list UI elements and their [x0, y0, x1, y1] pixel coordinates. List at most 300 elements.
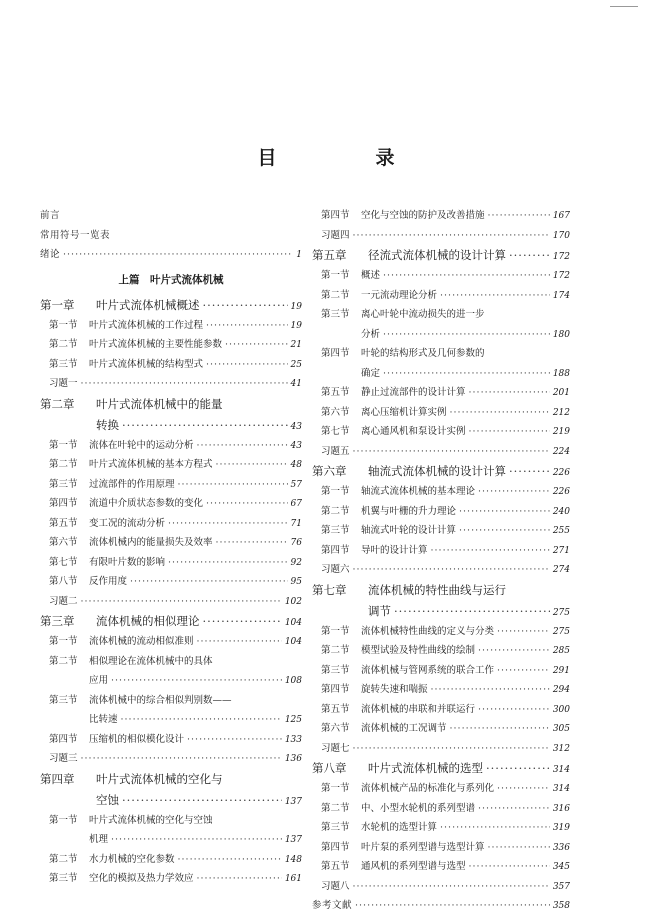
toc-entry-title: 导叶的设计计算: [361, 544, 428, 556]
toc-entry-front[interactable]: [312, 896, 570, 916]
toc-entry-number: 第六节: [321, 406, 350, 418]
toc-page-number: 180: [552, 329, 570, 340]
toc-leader-dots: [353, 226, 550, 246]
toc-page-number: 188: [552, 368, 570, 379]
toc-entry-number: 第四节: [321, 210, 350, 221]
toc-page-number: 219: [552, 427, 570, 437]
toc-leader-dots: [216, 533, 288, 553]
toc-leader-dots: [63, 245, 293, 265]
toc-entry-section[interactable]: [40, 850, 302, 870]
toc-entry-section[interactable]: [312, 266, 570, 286]
toc-entry-chapter[interactable]: [312, 758, 570, 779]
toc-entry-chapter-cont[interactable]: [40, 415, 302, 436]
toc-entry-title: 转换: [96, 417, 119, 432]
toc-entry-title: 空蚀: [96, 792, 119, 807]
toc-entry-title: 调节: [368, 603, 391, 618]
toc-page-number: 136: [284, 754, 302, 764]
toc-entry-title: 习题一: [49, 378, 78, 389]
toc-entry-number: 第四节: [321, 684, 350, 695]
toc-page-number: 92: [290, 557, 302, 568]
toc-leader-dots: [111, 671, 282, 691]
toc-page-number: 161: [284, 874, 302, 884]
toc-entry-exercise[interactable]: [312, 739, 570, 759]
toc-entry-title: 流体机械内的能量损失及效率: [89, 537, 213, 548]
toc-page-number: 104: [284, 637, 302, 647]
toc-leader-dots: [168, 514, 288, 534]
toc-leader-dots: [81, 592, 282, 612]
page-title: 目 录: [257, 147, 435, 169]
toc-page-number: 275: [552, 626, 570, 637]
toc-leader-dots: [353, 877, 550, 897]
toc-entry-number: 第二节: [321, 802, 350, 814]
toc-entry-number: 第五节: [321, 861, 350, 872]
toc-entry-title: 流体机械中的综合相似判别数——: [89, 694, 232, 706]
toc-entry-number: 第一章: [40, 297, 75, 312]
toc-leader-dots: [440, 818, 550, 838]
toc-leader-dots: [353, 739, 550, 759]
toc-entry-title: 叶片式流体机械的空化与空蚀: [89, 814, 213, 826]
toc-leader-dots: [168, 553, 288, 573]
toc-entry-section[interactable]: [312, 344, 570, 364]
toc-leader-dots: [122, 415, 288, 436]
toc-entry-number: 第二节: [321, 645, 350, 656]
toc-entry-section[interactable]: [40, 494, 302, 514]
toc-entry-title: 水轮机的选型计算: [361, 822, 438, 833]
toc-entry-number: 第四节: [321, 841, 350, 853]
toc-page-number: 133: [284, 734, 302, 745]
toc-entry-title: 流体机械的流动相似准则: [89, 636, 194, 647]
toc-entry-title: 流体机械的特性曲线与运行: [368, 582, 506, 597]
toc-entry-section[interactable]: [312, 719, 570, 739]
toc-page-number: 201: [552, 388, 570, 398]
toc-entry-exercise[interactable]: [312, 560, 570, 580]
toc-entry-number: 第一节: [49, 319, 78, 331]
toc-entry-section[interactable]: [312, 541, 570, 561]
toc-entry-section[interactable]: [312, 206, 570, 226]
toc-entry-title: 离心压缩机计算实例: [361, 406, 447, 418]
toc-entry-chapter[interactable]: [312, 461, 570, 482]
toc-entry-number: 第六节: [321, 723, 350, 734]
toc-page-number: 67: [290, 499, 302, 509]
toc-entry-section[interactable]: [312, 482, 570, 502]
toc-entry-section[interactable]: [40, 691, 302, 711]
toc-entry-number: 第二章: [40, 396, 75, 411]
toc-entry-section[interactable]: [312, 700, 570, 720]
toc-entry-section[interactable]: [312, 818, 570, 838]
toc-entry-number: 第三节: [321, 664, 350, 676]
toc-page-number: 125: [284, 715, 302, 725]
toc-entry-section[interactable]: [40, 811, 302, 831]
toc-leader-dots: [488, 838, 550, 858]
toc-entry-title: 上篇 叶片式流体机械: [118, 273, 224, 286]
toc-page-number: 314: [552, 765, 570, 775]
toc-entry-title: 水力机械的空化参数: [89, 853, 175, 865]
toc-entry-number: 第三节: [49, 873, 78, 884]
toc-entry-title: 流体在叶轮中的运动分析: [89, 439, 194, 451]
toc-leader-dots: [206, 316, 288, 336]
toc-leader-dots: [469, 857, 550, 877]
toc-entry-number: 第一节: [49, 814, 78, 826]
toc-entry-title: 通风机的系列型谱与选型: [361, 861, 466, 872]
toc-entry-exercise[interactable]: [40, 592, 302, 612]
toc-entry-section[interactable]: [40, 632, 302, 652]
toc-entry-section[interactable]: [40, 533, 302, 553]
toc-page-number: 285: [552, 646, 570, 656]
toc-leader-dots: [383, 266, 550, 286]
corner-scan-mark: [610, 6, 638, 8]
toc-page-number: 305: [552, 724, 570, 734]
toc-entry-title: 确定: [361, 367, 381, 379]
toc-page-number: 275: [552, 607, 570, 618]
toc-entry-title: 离心叶轮中流动损失的进一步: [361, 309, 485, 320]
toc-page-number: 240: [552, 506, 570, 517]
toc-page-number: 224: [552, 446, 570, 457]
toc-page-number: 137: [284, 835, 302, 845]
toc-leader-dots: [459, 502, 550, 522]
toc-entry-title: 流体机械的相似理论: [96, 614, 200, 628]
toc-entry-section[interactable]: [40, 572, 302, 592]
toc-page-number: 76: [290, 538, 302, 548]
toc-entry-title: 一元流动理论分析: [361, 289, 438, 301]
toc-entry-title: 流体机械的串联和并联运行: [361, 703, 476, 715]
toc-page-number: 336: [552, 842, 570, 853]
toc-leader-dots: [121, 710, 282, 730]
toc-page-number: 172: [552, 252, 570, 262]
toc-leader-dots: [497, 661, 550, 681]
toc-entry-chapter-cont[interactable]: [312, 601, 570, 622]
toc-page-number: 48: [290, 460, 302, 470]
toc-entry-title: 叶片式流体机械的主要性能参数: [89, 339, 223, 350]
toc-entry-title: 习题三: [49, 753, 78, 764]
toc-entry-number: 第三节: [321, 822, 350, 833]
toc-entry-cont[interactable]: [312, 364, 570, 384]
toc-page-number: 19: [290, 301, 302, 312]
toc-entry-title: 常用符号一览表: [40, 229, 111, 241]
toc-entry-section[interactable]: [312, 680, 570, 700]
toc-leader-dots: [509, 461, 550, 482]
toc-leader-dots: [130, 572, 288, 592]
toc-entry-title: 叶片式流体机械概述: [96, 297, 200, 312]
toc-page-number: 102: [284, 596, 302, 607]
toc-leader-dots: [203, 295, 288, 316]
toc-entry-number: 第五章: [312, 248, 347, 262]
toc-leader-dots: [450, 403, 550, 423]
toc-page-number: 170: [552, 230, 570, 241]
toc-entry-exercise[interactable]: [40, 374, 302, 394]
toc-entry-section[interactable]: [40, 652, 302, 672]
toc-entry-title: 变工况的流动分析: [89, 517, 166, 529]
toc-entry-number: 第一节: [321, 486, 350, 497]
toc-leader-dots: [469, 383, 550, 403]
toc-entry-number: 第二节: [49, 853, 78, 865]
toc-page-number: 319: [552, 823, 570, 833]
toc-entry-title: 叶片式流体机械的空化与: [96, 771, 223, 786]
toc-entry-number: 第一节: [321, 625, 350, 637]
toc-entry-section[interactable]: [40, 553, 302, 573]
toc-entry-section[interactable]: [312, 857, 570, 877]
toc-entry-title: 相似理论在流体机械中的具体: [89, 655, 213, 667]
toc-entry-number: 第四节: [49, 733, 78, 745]
toc-leader-dots: [81, 749, 282, 769]
toc-leader-dots: [478, 482, 550, 502]
toc-leader-dots: [225, 335, 288, 355]
toc-entry-section[interactable]: [40, 475, 302, 495]
toc-entry-title: 径流式流体机械的设计计算: [368, 248, 506, 262]
toc-entry-title: 中、小型水轮机的系列型谱: [361, 802, 476, 814]
toc-entry-section[interactable]: [312, 779, 570, 799]
toc-entry-number: 第一节: [49, 636, 78, 647]
toc-leader-dots: [81, 374, 288, 394]
toc-leader-dots: [197, 632, 282, 652]
toc-page-number: 255: [552, 526, 570, 536]
toc-leader-dots: [509, 245, 550, 266]
toc-entry-title: 过流部件的作用原理: [89, 478, 175, 490]
toc-page-number: 316: [552, 803, 570, 814]
toc-entry-number: 第五节: [321, 387, 350, 398]
toc-entry-number: 第三章: [40, 614, 75, 628]
toc-entry-title: 轴流式流体机械的基本理论: [361, 486, 476, 497]
toc-entry-title: 习题七: [321, 742, 350, 754]
toc-entry-title: 概述: [361, 270, 381, 281]
toc-page-number: 167: [552, 211, 570, 221]
toc-entry-title: 机翼与叶栅的升力理论: [361, 505, 457, 517]
toc-entry-title: 轴流式叶轮的设计计算: [361, 525, 457, 536]
toc-entry-title: 叶片式流体机械的工作过程: [89, 319, 204, 331]
toc-entry-exercise[interactable]: [312, 442, 570, 462]
toc-leader-dots: [216, 455, 288, 475]
toc-page-number: 95: [290, 577, 302, 587]
toc-entry-section[interactable]: [312, 661, 570, 681]
toc-leader-dots: [178, 475, 288, 495]
toc-entry-chapter[interactable]: [40, 769, 302, 790]
toc-entry-number: 第四章: [40, 771, 75, 786]
toc-entry-section[interactable]: [40, 514, 302, 534]
toc-leader-dots: [478, 799, 550, 819]
toc-leader-dots: [497, 779, 550, 799]
toc-entry-number: 第五节: [49, 517, 78, 529]
toc-entry-title: 压缩机的相似模化设计: [89, 733, 185, 745]
toc-entry-number: 第七节: [49, 556, 78, 568]
toc-page-number: 226: [552, 468, 570, 478]
toc-entry-number: 第六章: [312, 464, 347, 478]
toc-leader-dots: [197, 436, 288, 456]
toc-entry-chapter-cont[interactable]: [40, 790, 302, 811]
toc-entry-section[interactable]: [40, 436, 302, 456]
toc-entry-title: 叶轮的结构形式及几何参数的: [361, 348, 485, 359]
toc-entry-number: 第五节: [321, 703, 350, 715]
toc-entry-section[interactable]: [312, 422, 570, 442]
toc-entry-section[interactable]: [312, 838, 570, 858]
toc-entry-number: 第三节: [49, 694, 78, 706]
toc-entry-title: 流体机械产品的标准化与系列化: [361, 783, 495, 794]
toc-entry-number: 第一节: [321, 270, 350, 281]
toc-entry-number: 第二节: [49, 459, 78, 470]
toc-entry-title: 习题八: [321, 880, 350, 892]
toc-page-number: 19: [290, 320, 302, 331]
toc-page-number: 274: [552, 565, 570, 575]
toc-entry-title: 模型试验及特性曲线的绘制: [361, 645, 476, 656]
toc-entry-title: 分析: [361, 328, 381, 340]
toc-entry-front[interactable]: [40, 206, 302, 226]
toc-page-number: 174: [552, 290, 570, 301]
toc-entry-title: 绪论: [40, 249, 61, 260]
toc-page-number: 271: [552, 545, 570, 556]
toc-page-number: 137: [284, 796, 302, 807]
toc-entry-section[interactable]: [312, 799, 570, 819]
toc-entry-cont[interactable]: [40, 830, 302, 850]
toc-entry-number: 第四节: [321, 544, 350, 556]
toc-entry-number: 第二节: [49, 339, 78, 350]
toc-leader-dots: [383, 325, 550, 345]
toc-entry-section[interactable]: [312, 622, 570, 642]
toc-entry-cont[interactable]: [312, 325, 570, 345]
toc-page-number: 226: [552, 487, 570, 497]
toc-entry-chapter[interactable]: [312, 580, 570, 601]
toc-leader-dots: [431, 680, 550, 700]
toc-entry-section[interactable]: [40, 455, 302, 475]
toc-entry-title: 空化与空蚀的防护及改善措施: [361, 210, 485, 221]
toc-page-number: 108: [284, 676, 302, 686]
toc-entry-exercise[interactable]: [312, 226, 570, 246]
toc-page-number: 291: [552, 665, 570, 676]
toc-page-number: 57: [290, 479, 302, 490]
toc-entry-title: 叶片式流体机械的选型: [368, 761, 483, 775]
toc-entry-title: 参考文献: [312, 900, 353, 911]
toc-entry-exercise[interactable]: [40, 749, 302, 769]
toc-entry-section[interactable]: [312, 502, 570, 522]
toc-right-column: [312, 206, 570, 916]
toc-entry-title: 习题二: [49, 595, 78, 607]
toc-entry-number: 第二节: [321, 505, 350, 517]
toc-page-number: 172: [552, 271, 570, 281]
toc-page-number: 1: [296, 250, 302, 260]
toc-entry-title: 反作用度: [89, 576, 128, 587]
toc-entry-section[interactable]: [312, 383, 570, 403]
toc-entry-number: 第八节: [49, 576, 78, 587]
toc-entry-number: 第三节: [321, 309, 350, 320]
toc-leader-dots: [111, 830, 282, 850]
toc-entry-chapter[interactable]: [40, 611, 302, 632]
toc-entry-chapter[interactable]: [40, 394, 302, 415]
toc-leader-dots: [187, 730, 282, 750]
toc-entry-section[interactable]: [40, 869, 302, 889]
toc-page-number: 212: [552, 407, 570, 418]
toc-entry-number: 第三节: [321, 525, 350, 536]
toc-leader-dots: [206, 494, 288, 514]
toc-leader-dots: [486, 758, 550, 779]
toc-entry-chapter[interactable]: [40, 295, 302, 316]
toc-entry-title: 叶片泵的系列型谱与选型计算: [361, 841, 485, 853]
toc-entry-title: 空化的模拟及热力学效应: [89, 873, 194, 884]
toc-page-number: 71: [290, 518, 302, 529]
toc-entry-cont[interactable]: [40, 710, 302, 730]
toc-page-number: 312: [552, 743, 570, 754]
toc-leader-dots: [355, 896, 550, 916]
toc-entry-title: 流体机械的工况调节: [361, 723, 447, 734]
toc-entry-section[interactable]: [312, 305, 570, 325]
toc-leader-dots: [450, 719, 550, 739]
toc-leader-dots: [394, 601, 550, 622]
toc-left-column: [40, 206, 302, 889]
toc-entry-cont[interactable]: [40, 671, 302, 691]
toc-leader-dots: [488, 206, 550, 226]
toc-entry-section[interactable]: [40, 730, 302, 750]
toc-leader-dots: [203, 611, 282, 632]
toc-entry-title: 旋转失速和喘振: [361, 684, 428, 695]
toc-page-number: 25: [290, 359, 302, 370]
toc-leader-dots: [478, 641, 550, 661]
toc-entry-section[interactable]: [312, 521, 570, 541]
toc-entry-number: 第二节: [321, 289, 350, 301]
toc-leader-dots: [478, 700, 550, 720]
toc-entry-front[interactable]: [40, 245, 302, 265]
toc-entry-title: 叶片式流体机械中的能量: [96, 396, 223, 411]
toc-entry-number: 第三节: [49, 478, 78, 490]
toc-entry-title: 静止过流部件的设计计算: [361, 387, 466, 398]
toc-entry-title: 前言: [40, 210, 61, 221]
toc-leader-dots: [469, 422, 550, 442]
toc-leader-dots: [383, 364, 550, 384]
toc-leader-dots: [497, 622, 550, 642]
toc-entry-section[interactable]: [40, 335, 302, 355]
toc-page-number: 300: [552, 704, 570, 715]
toc-page-number: 21: [290, 340, 302, 350]
toc-leader-dots: [353, 560, 550, 580]
toc-page-number: 294: [552, 685, 570, 695]
toc-page-number: 357: [552, 881, 570, 892]
toc-entry-title: 叶片式流体机械的结构型式: [89, 358, 204, 370]
toc-entry-front[interactable]: [40, 226, 302, 246]
toc-leader-dots: [178, 850, 282, 870]
toc-leader-dots: [440, 286, 550, 306]
toc-entry-number: 第四节: [49, 498, 78, 509]
toc-entry-title: 习题四: [321, 229, 350, 241]
toc-page-number: 43: [290, 440, 302, 451]
toc-entry-section[interactable]: [312, 641, 570, 661]
toc-entry-number: 第七章: [312, 582, 347, 597]
toc-page-number: 314: [552, 784, 570, 794]
toc-page-number: 148: [284, 854, 302, 865]
toc-page-number: 104: [284, 618, 302, 628]
toc-entry-section[interactable]: [312, 286, 570, 306]
toc-page-number: 358: [552, 901, 570, 911]
toc-page-number: 345: [552, 862, 570, 872]
toc-entry-chapter[interactable]: [312, 245, 570, 266]
toc-entry-title: 应用: [89, 675, 109, 686]
toc-entry-number: 第八章: [312, 761, 347, 775]
toc-entry-number: 第六节: [49, 537, 78, 548]
toc-entry-title: 离心通风机和泵设计实例: [361, 426, 466, 437]
toc-entry-title: 轴流式流体机械的设计计算: [368, 464, 506, 478]
toc-entry-title: 习题五: [321, 445, 350, 457]
toc-entry-title: 叶片式流体机械的基本方程式: [89, 459, 213, 470]
toc-leader-dots: [122, 790, 282, 811]
toc-entry-exercise[interactable]: [312, 877, 570, 897]
toc-entry-section[interactable]: [40, 316, 302, 336]
toc-page-number: 41: [290, 379, 302, 389]
toc-entry-part[interactable]: [40, 265, 302, 295]
toc-leader-dots: [353, 442, 550, 462]
toc-entry-title: 机理: [89, 834, 109, 845]
toc-entry-section[interactable]: [312, 403, 570, 423]
toc-entry-title: 习题六: [321, 564, 350, 575]
toc-entry-number: 第二节: [49, 655, 78, 667]
toc-entry-number: 第一节: [49, 439, 78, 451]
toc-entry-title: 有限叶片数的影响: [89, 556, 166, 568]
toc-entry-section[interactable]: [40, 355, 302, 375]
toc-entry-number: 第七节: [321, 426, 350, 437]
toc-leader-dots: [459, 521, 550, 541]
